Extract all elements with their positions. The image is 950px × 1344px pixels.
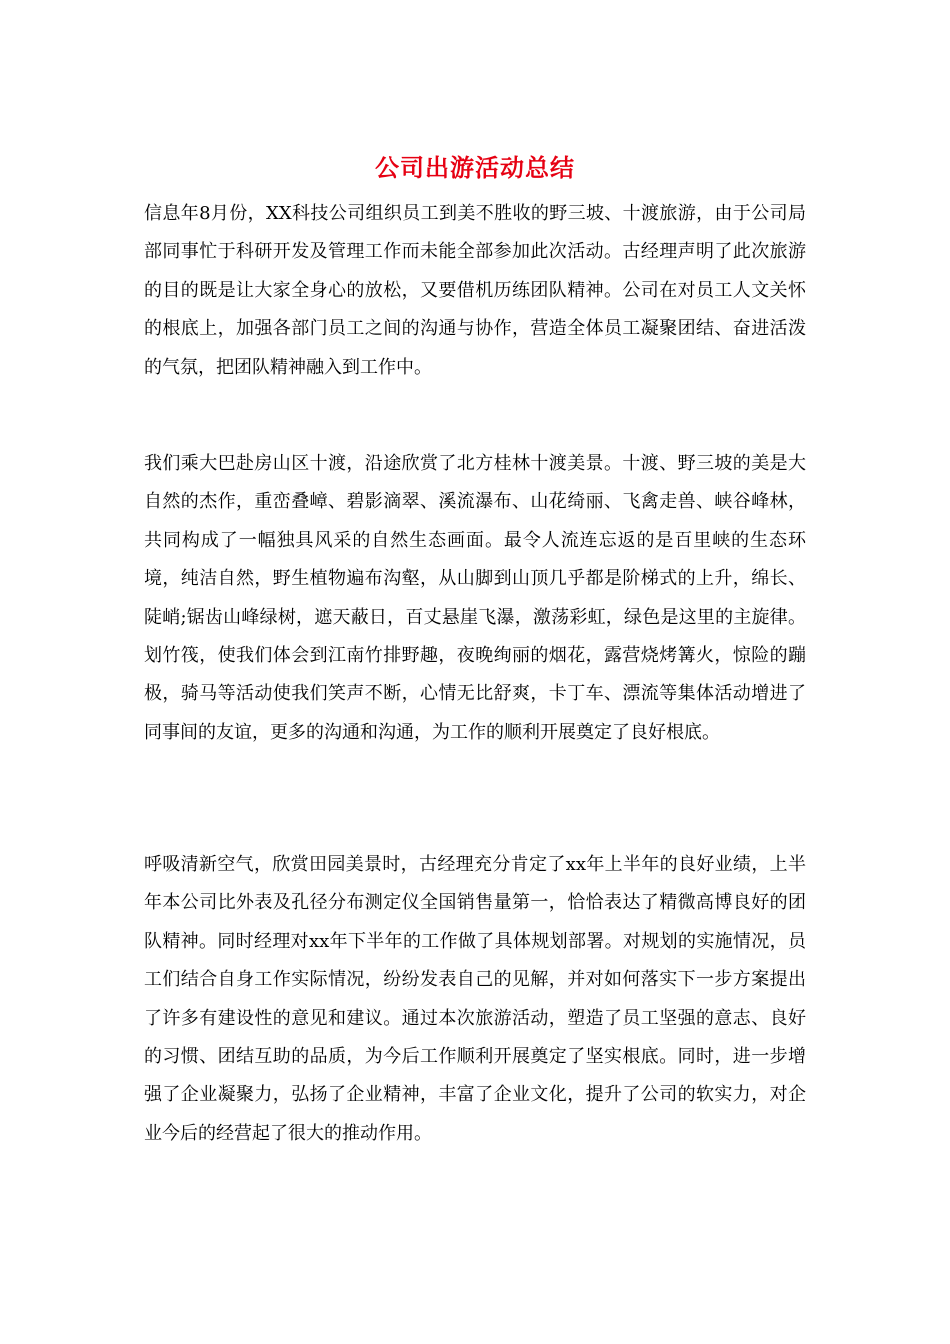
paragraph-3: 呼吸清新空气，欣赏田园美景时，古经理充分肯定了xx年上半年的良好业绩，上半年本公司比外表及孔径分布测定仪全国销售量第一，恰恰表达了精微高博良好的团队精神。同时经理对xx年下半年的工作做了具体规划部署。对规划的实施情况，员工们结合自身工作实际情况，纷纷发表自己的见解，并对如何落实下一步方案提出了许多有建设性的意见和建议。通过本次旅游活动，塑造了员工坚强的意志、良好的习惯、团结互助的品质，为今后工作顺利开展奠定了坚实根底。同时，进一步增强了企业凝聚力，弘扬了企业精神，丰富了企业文化，提升了公司的软实力，对企业今后的经营起了很大的推动作用。: [144, 854, 806, 1144]
paragraph-2: 我们乘大巴赴房山区十渡，沿途欣赏了北方桂林十渡美景。十渡、野三坡的美是大自然的杰作，重峦叠嶂、碧影滴翠、溪流瀑布、山花绮丽、飞禽走兽、峡谷峰林，共同构成了一幅独具风采的自然生态画面。最令人流连忘返的是百里峡的生态环境，纯洁自然，野生植物遍布沟壑，从山脚到山顶几乎都是阶梯式的上升，绵长、陡峭;锯齿山峰绿树，遮天蔽日，百丈悬崖飞瀑，激荡彩虹，绿色是这里的主旋律。划竹筏，使我们体会到江南竹排野趣，夜晚绚丽的烟花，露营烧烤篝火，惊险的蹦极，骑马等活动使我们笑声不断，心情无比舒爽，卡丁车、漂流等集体活动增进了同事间的友谊，更多的沟通和沟通，为工作的顺利开展奠定了良好根底。: [144, 453, 806, 743]
paragraph-1: 信息年8月份，XX科技公司组织员工到美不胜收的野三坡、十渡旅游，由于公司局部同事忙于科研开发及管理工作而未能全部参加此次活动。古经理声明了此次旅游的目的既是让大家全身心的放松，又要借机历练团队精神。公司在对员工人文关怀的根底上，加强各部门员工之间的沟通与协作，营造全体员工凝聚团结、奋进活泼的气氛，把团队精神融入到工作中。: [144, 203, 806, 378]
document-title: 公司出游活动总结: [375, 153, 575, 182]
